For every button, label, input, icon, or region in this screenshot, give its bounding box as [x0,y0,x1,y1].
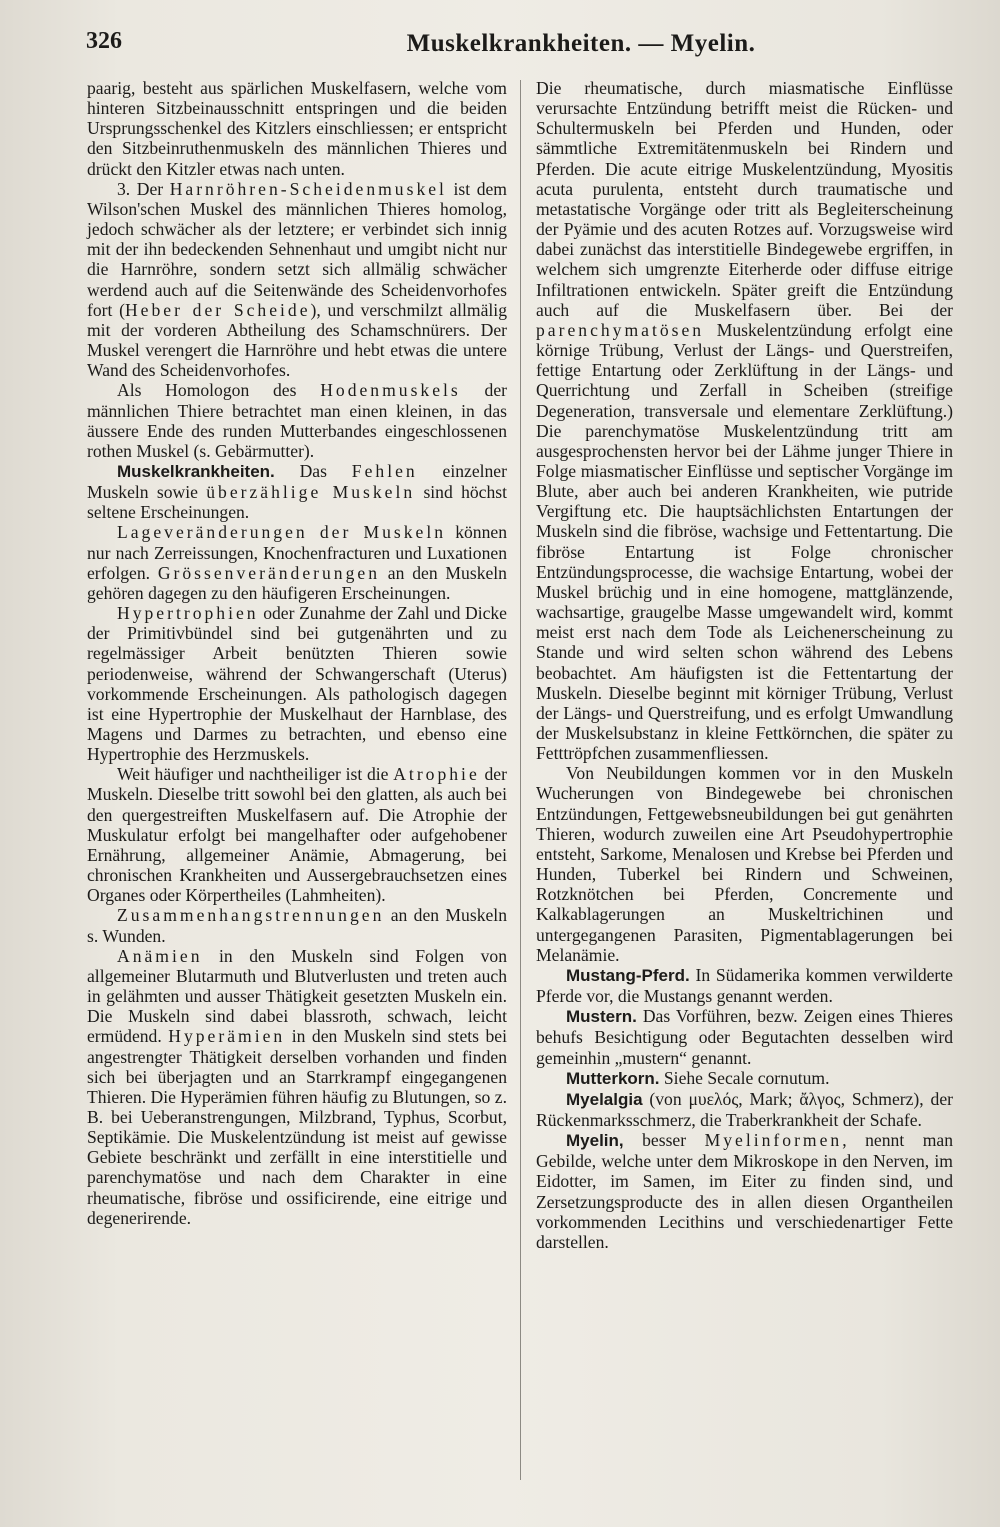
text-run: in den Muskeln sind Folgen von allgemeiner Blutarmuth und Blutverlusten und treten auch in gelähmten und ausser Thätigkeit gesetzten Muskeln ein. Die Muskeln sind dabei blassroth, schwach, leicht ermüdend. [87,945,507,1047]
right-column [536,78,953,1252]
text-run: oder Zunahme der Zahl und Dicke der Primitivbündel sind bei gutgenährten und zu regelmässiger Arbeit benützten Thieren sowie periodenweise, während der Schwangerschaft (Uterus) vorkommende Erscheinungen. Als pathologisch dagegen ist eine Hypertrophie der Muskelhaut der Harnblase, des Magens und Darmes zu betrachten, und ebenso eine Hypertrophie des Herzmuskels. [87,603,507,765]
text-run: sind höchst seltene Erscheinungen. [87,482,508,523]
entry-headword: Mutterkorn. [566,1068,660,1088]
spaced-term: Fehlen [351,460,418,481]
running-title: Muskelkrankheiten. — Myelin. [406,30,756,57]
text-run: an den Muskeln gehören dagegen zu den häufigeren Erscheinungen. [87,562,507,603]
spaced-term: Myelinformen [704,1130,843,1151]
paragraph [536,1006,953,1067]
text-run: können nur nach Zerreissungen, Knochenfracturen und Luxationen erfolgen. [87,522,507,583]
text-run: In Südamerika kommen verwilderte Pferde vor, die Mustangs genannt werden. [536,964,953,1007]
text-run: 3. Der [117,178,170,199]
text-run: Die rheumatische, durch miasmatische Einflüsse verursachte Entzündung betrifft meist die Rücken- und Schultermuskeln bei Pferden und Hunden, oder sämmtliche Extremitätenmuskeln bei Rindern und Pferden. Die acute eitrige Muskelentzündung, Myositis acuta purulenta, entsteht durch traumatische und metastatische Vorgänge oder tritt als Begleiterscheinung der Pyämie und des acuten Rotzes auf. Vorzugsweise wird dabei zunächst das interstitielle Bindegewebe ergriffen, in welchem sich umgrenzte Eiterherde oder diffuse eitrige Infiltrationen entwickeln. Später greift die Entzündung auch auf die Muskelfasern über. Bei der [536,78,953,320]
paragraph [536,1068,953,1089]
spaced-term: Harnröhren-Scheidenmuskel [169,178,447,199]
text-run: Das Vorführen, bezw. Zeigen eines Thieres behufs Besichtigung oder Begutachten desselben wird gemeinhin „mustern“ genannt. [536,1006,953,1068]
paragraph [87,946,507,1228]
paragraph [536,1089,953,1130]
paragraph [87,522,507,603]
paragraph [536,78,953,763]
left-column [87,78,507,1228]
paragraph [87,78,507,179]
text-run: der Muskeln. Dieselbe tritt sowohl bei den glatten, als auch bei den quergestreiften Muskelfasern auf. Die Atrophie der Muskulatur erfolgt bei mangelhafter oder aufgehobener Ernährung, allgemeiner Anämie, Abmagerung, bei chronischen Krankheiten und Aussergebrauchsetzen eines Organes oder Körpertheiles (Lahmheiten). [87,764,507,906]
spaced-term: überzählige Muskeln [206,482,416,503]
entry-headword: Myelin, [566,1131,624,1151]
text-run: ist dem Wilson'schen Muskel des männlichen Thieres homolog, jedoch schwächer als der letztere; er verbindet sich innig mit der ihn bedeckenden Sehnenhaut und umgibt nicht nur die Harnröhre, sondern setzt sich allmälig schwächer werdend auch auf die Seitenwände des Scheidenvorhofes fort ( [87,178,507,320]
spaced-term: Hodenmuskels [320,380,461,401]
paragraph [87,764,507,905]
paragraph [87,905,507,945]
paragraph [87,603,507,764]
spaced-term: Lageveränderungen der Muskeln [117,522,447,543]
paragraph [87,380,507,461]
text-run: Muskelentzündung erfolgt eine körnige Trübung, Verlust der Längs- und Querstreifen, fettige Entartung oder Zerklüftung in der Längs- und Querrichtung und Zerfall in Scheiben (streifige Degeneration, transversale und elementare Zerklüftung.) Die parenchymatöse Muskelentzündung tritt am ausgesprochensten hervor bei der Lähme junger Thiere in Folge miasmatischer Einflüsse und septischer Vorgänge im Blute, aber auch bei anderen Krankheiten, wie putride Vergiftung etc. Die hauptsächlichsten Entartungen der Muskeln sind die fibröse, wachsige und Fettentartung. Die fibröse Entartung ist Folge chronischer Entzündungsprocesse, die wachsige Entartung, wobei der Muskel brüchig und in eine homogene, mattglänzende, wachsartige, graugelbe Masse umgewandelt wird, kommt meist erst nach dem Tode als Leichenerscheinung zu Stande und wird selten schon während des Lebens beobachtet. Am häufigsten ist die Fettentartung der Muskeln. Dieselbe beginnt mit körniger Trübung, Verlust der Längs- und Querstreifung, und es erfolgt Umwandlung der Muskelsubstanz in kleine Fettkörnchen, die später zu Fetttröpfchen zusammenfliessen. [536,319,953,764]
entry-headword: Mustang-Pferd. [566,965,690,985]
text-run: der männlichen Thiere betrachtet man einen kleinen, in das äussere Ende des runden Mutterbandes eingeschlossenen rothen Muskel (s. Gebärmutter). [87,380,507,461]
text-run: an den Muskeln s. Wunden. [87,905,507,946]
text-run: (von μυελός, Mark; ἄλγος, Schmerz), der Rückenmarksschmerz, die Traberkrankheit der Schafe. [536,1088,953,1130]
text-run: Von Neubildungen kommen vor in den Muskeln Wucherungen von Bindegewebe bei chronischen Entzündungen, Fettgewebsneubildungen bei gut genährten Thieren, wodurch zuweilen eine Art Pseudohypertrophie entsteht, Sarkome, Menalosen und Krebse bei Pferden und Hunden, Tuberkel bei Rindern und Schweinen, Rotzknötchen bei Pferden, Concremente und Kalkablagerungen an Muskeltrichinen und untergegangenen Parasiten, Pigmentablagerungen bei Melanämie. [536,763,953,965]
text-run: Siehe Secale cornutum. [659,1067,830,1088]
text-run: Weit häufiger und nachtheiliger ist die [117,764,394,785]
text-run: paarig, besteht aus spärlichen Muskelfasern, welche vom hinteren Sitzbeinausschnitt entspringen und die beiden Ursprungsschenkel des Kitzlers einschliessen; er entspricht den Sitzbeinruthenmuskeln des männlichen Thieres und drückt den Kitzler etwas nach unten. [87,78,507,179]
text-run: Als Homologon des [117,380,321,401]
spaced-term: Hyperämien [168,1026,286,1047]
text-run: ), und verschmilzt allmälig mit der vorderen Abtheilung des Schamschnürers. Der Muskel verengert die Harnröhre und hebt etwas die untere Wand des Scheidenvorhofes. [87,299,507,381]
text-run: , nennt man Gebilde, welche unter dem Mikroskope in den Nerven, im Eidotter, im Samen, im Eiter zu finden sind, und Zersetzungsproducte des in allen diesen Organtheilen vorkommenden Lecithins und verschiedenartiger Fette darstellen. [536,1130,954,1252]
entry-headword: Muskelkrankheiten. [117,461,275,481]
spaced-term: Atrophie [393,764,480,785]
page-header [86,22,896,62]
text-run: einzelner Muskeln sowie [87,460,507,503]
paragraph [87,179,507,381]
spaced-term: Zusammenhangstrennungen [117,905,385,926]
text-run: in den Muskeln sind stets bei angestrengter Thätigkeit derselben vorhanden und finden sich bei überjagten und an Starrkrampf eingegangenen Thieren. Die Hyperämien führen häufig zu Blutungen, so z. B. bei Ueberanstrengungen, Milzbrand, Typhus, Scorbut, Septikämie. Die Muskelentzündung ist meist auf gewisse Gebiete beschränkt und zerfällt in eine interstitielle und parenchymatöse und nach dem Charakter in eine rheumatische, fibröse und ossificirende, eine eitrige und degenerirende. [87,1026,507,1228]
page-number: 326 [86,28,122,54]
spaced-term: Anämien [117,945,203,966]
text-run: Das [274,460,352,481]
paragraph [536,1130,953,1252]
spaced-term: Heber der Scheide [124,299,311,320]
entry-headword: Mustern. [566,1007,637,1027]
column-divider [520,80,521,1480]
spaced-term: Hypertrophien [117,603,259,624]
paragraph [87,461,507,522]
paragraph [536,965,953,1006]
spaced-term: Grössenveränderungen [157,562,381,583]
spaced-term: parenchymatösen [536,319,705,340]
entry-headword: Myelalgia [566,1089,643,1109]
paragraph [536,763,953,965]
text-run: besser [623,1130,705,1151]
